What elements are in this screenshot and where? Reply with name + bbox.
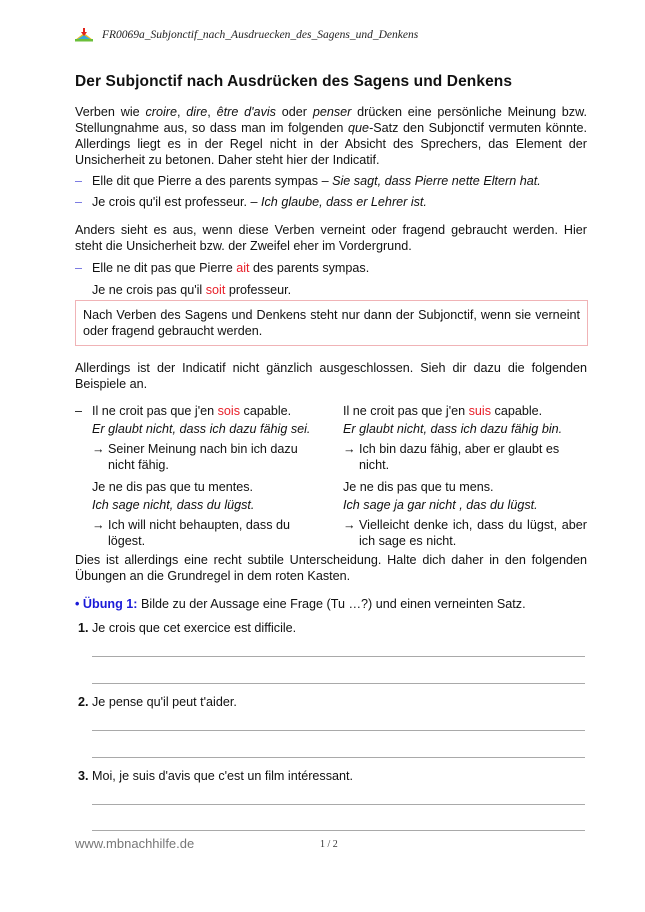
german-translation: Ich glaube, dass er Lehrer ist. [261, 195, 427, 209]
subjonctif-highlight: sois [217, 404, 241, 418]
example-item [75, 173, 587, 189]
answer-line[interactable] [92, 757, 585, 758]
text: Elle ne dit pas que Pierre [92, 261, 237, 275]
example-item [92, 282, 291, 298]
exercise-question [78, 620, 296, 636]
text: , [176, 105, 187, 119]
example-item [75, 260, 587, 276]
exercise-question [78, 768, 353, 784]
subjonctif-highlight: soit [205, 283, 226, 297]
indicatif-highlight: suis [468, 404, 492, 418]
arrow-right-icon: → [343, 518, 356, 532]
explanation [343, 517, 587, 549]
page-title: Der Subjonctif nach Ausdrücken des Sagens und Denkens [75, 73, 513, 90]
footer-website-link[interactable]: www.mbnachhilfe.de [75, 836, 195, 851]
french-sentence: Il ne croit pas que j'en sois capable. [92, 404, 292, 418]
term-croire: croire [145, 105, 177, 119]
answer-line[interactable] [92, 656, 585, 657]
french-sentence: Il ne croit pas que j'en suis capable. [343, 404, 543, 418]
paragraph-conclusion: Dies ist allerdings eine recht subtile Unterscheidung. Halte dich daher in den folgenden Übungen an die Grundregel in dem roten Kasten. [75, 553, 587, 583]
answer-line[interactable] [92, 804, 585, 805]
explanation-text: Ich bin dazu fähig, aber er glaubt es nicht. [359, 442, 560, 472]
answer-line[interactable] [92, 683, 585, 684]
text: des parents sympas. [249, 261, 370, 275]
german-translation: Ich sage nicht, dass du lügst. [92, 498, 255, 512]
comparison-right-column [343, 403, 587, 549]
exercise-label: Übung 1: [82, 597, 138, 611]
arrow-right-icon: → [343, 442, 356, 456]
paragraph-negation: Anders sieht es aus, wenn diese Verben verneint oder fragend gebraucht werden. Hier steht die Unsicherheit bzw. der Zweifel eher im Vordergrund. [75, 223, 587, 253]
text: -Satz den Subjonctif vermuten könnte. Allerdings liegt es in der Regel nicht in der Absicht des Sprechers, das Element der Unsicherheit zu betonen. Daher steht hier der Indicatif. [75, 121, 587, 167]
dash-bullet: – [75, 404, 83, 418]
document-filename-header [74, 28, 418, 42]
dash-bullet: – [75, 261, 83, 275]
term-etre-davis: être d'avis [216, 105, 276, 119]
answer-line[interactable] [92, 730, 585, 731]
exercise-question [78, 694, 237, 710]
german-translation: Er glaubt nicht, dass ich dazu fähig sei. [92, 422, 311, 436]
german-translation: Ich sage ja gar nicht , das du lügst. [343, 498, 538, 512]
french-sentence: Elle dit que Pierre a des parents sympas – [92, 174, 333, 188]
question-text: Je crois que cet exercice est difficile. [88, 621, 297, 635]
explanation [92, 517, 322, 549]
french-sentence: Je crois qu'il est professeur. – [92, 195, 262, 209]
french-sentence: Je ne dis pas que tu mentes. [92, 480, 254, 494]
subjonctif-highlight: ait [236, 261, 250, 275]
exercise-heading [75, 596, 526, 612]
explanation-text: Vielleicht denke ich, dass du lügst, aber ich sage es nicht. [359, 518, 587, 548]
bullet-icon: • [75, 597, 80, 611]
text: Verben wie [75, 105, 146, 119]
german-translation: Er glaubt nicht, dass ich dazu fähig bin. [343, 422, 563, 436]
example-item [75, 194, 587, 210]
intro-paragraph [75, 104, 587, 168]
term-penser: penser [312, 105, 352, 119]
text: oder [275, 105, 313, 119]
page-number: 1 / 2 [320, 839, 338, 850]
paragraph-indicatif: Allerdings ist der Indicatif nicht gänzlich ausgeschlossen. Sieh dir dazu die folgenden Beispiele an. [75, 361, 587, 391]
arrow-right-icon: → [92, 518, 105, 532]
term-que: que [348, 121, 370, 135]
explanation-text: Ich will nicht behaupten, dass du lögest. [108, 518, 291, 548]
answer-line[interactable] [92, 830, 585, 831]
explanation-text: Seiner Meinung nach bin ich dazu nicht fähig. [108, 442, 298, 472]
french-sentence: Je ne dis pas que tu mens. [343, 480, 494, 494]
question-number: 1. [78, 621, 89, 635]
question-text: Moi, je suis d'avis que c'est un film intéressant. [88, 769, 354, 783]
text: professeur. [225, 283, 292, 297]
german-translation: Sie sagt, dass Pierre nette Eltern hat. [332, 174, 541, 188]
question-number: 3. [78, 769, 89, 783]
rule-box: Nach Verben des Sagens und Denkens steht nur dann der Subjonctif, wenn sie verneint oder fragend gebraucht werden. [75, 300, 588, 346]
explanation [343, 441, 587, 473]
explanation [92, 441, 322, 473]
dash-bullet: – [75, 174, 83, 188]
exercise-instruction: Bilde zu der Aussage eine Frage (Tu …?) und einen verneinten Satz. [137, 597, 526, 611]
arrow-right-icon: → [92, 442, 105, 456]
text: , [207, 105, 217, 119]
dash-bullet: – [75, 195, 83, 209]
book-download-icon [74, 28, 94, 42]
filename-text: FR0069a_Subjonctif_nach_Ausdruecken_des_Sagens_und_Denkens [102, 29, 419, 41]
text: Je ne crois pas qu'il [92, 283, 206, 297]
question-text: Je pense qu'il peut t'aider. [88, 695, 237, 709]
comparison-left-column [92, 403, 322, 549]
text: drücken eine persönliche Meinung bzw. Stellungnahme aus, so dass man im folgenden [75, 105, 587, 135]
term-dire: dire [186, 105, 208, 119]
question-number: 2. [78, 695, 89, 709]
